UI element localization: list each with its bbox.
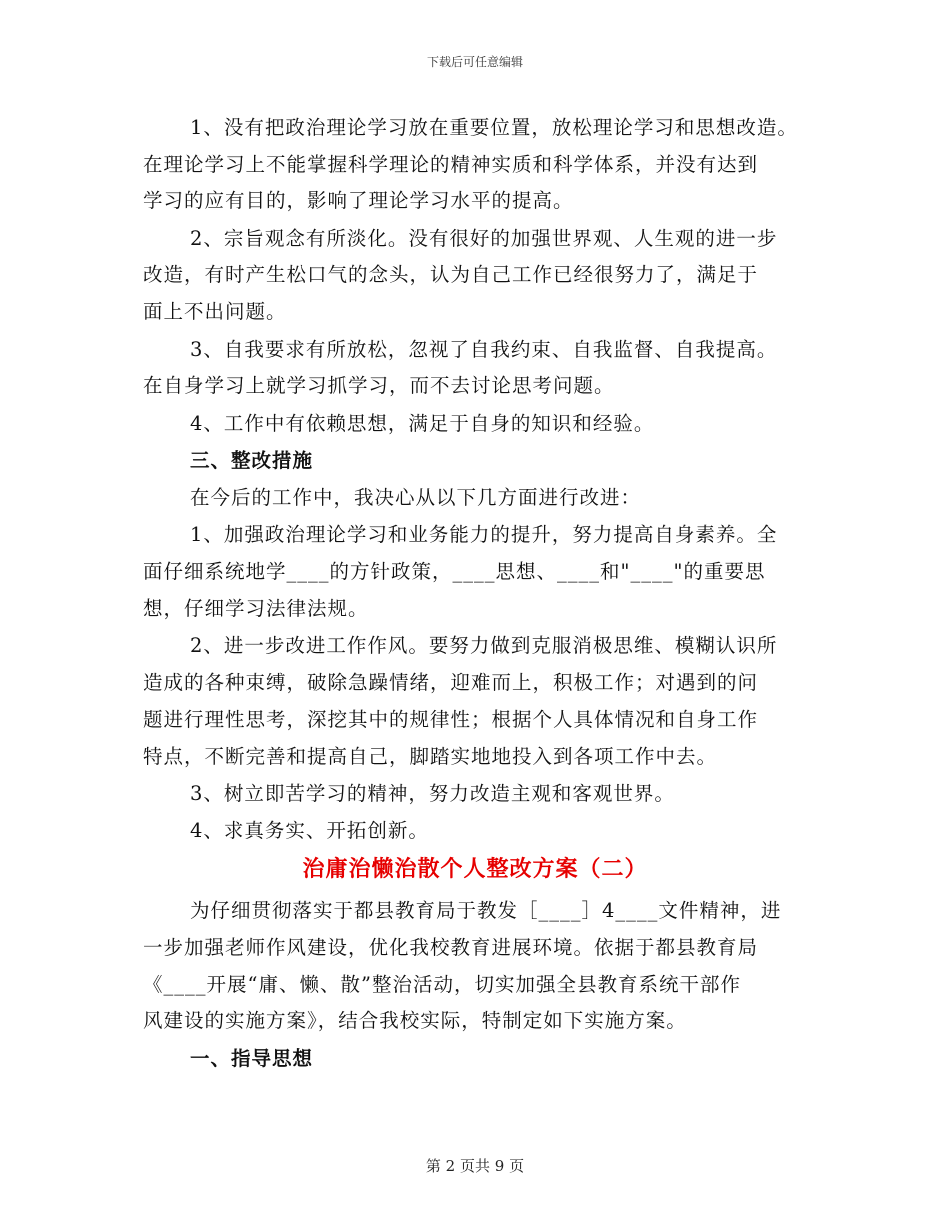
paragraph-line: 想，仔细学习法律法规。	[143, 597, 369, 620]
paragraph-line: 2、宗旨观念有所淡化。没有很好的加强世界观、人生观的进一步	[190, 227, 778, 250]
paragraph-line: 4、求真务实、开拓创新。	[190, 819, 429, 842]
paragraph-line: 改造，有时产生松口气的念头，认为自己工作已经很努力了，满足于	[143, 263, 759, 286]
section-heading: 一、指导思想	[190, 1047, 314, 1070]
paragraph-line: 在自身学习上就学习抓学习，而不去讨论思考问题。	[143, 374, 615, 397]
paragraph-line: 题进行理性思考，深挖其中的规律性；根据个人具体情况和自身工作	[143, 708, 759, 731]
paragraph-line: 2、进一步改进工作作风。要努力做到克服消极思维、模糊认识所	[190, 634, 778, 657]
paragraph-line: 1、没有把政治理论学习放在重要位置，放松理论学习和思想改造。	[190, 116, 798, 139]
paragraph-line: 面上不出问题。	[143, 300, 287, 323]
paragraph-line: 风建设的实施方案》，结合我校实际，特制定如下实施方案。	[143, 1009, 687, 1032]
paragraph-line: 在理论学习上不能掌握科学理论的精神实质和科学体系，并没有达到	[143, 153, 759, 176]
paragraph-line: 面仔细系统地学____的方针政策，____思想、____和"____"的重要思	[143, 560, 766, 583]
page-footer: 第 2 页共 9 页	[425, 1157, 525, 1175]
paragraph-line: 3、树立即苦学习的精神，努力改造主观和客观世界。	[190, 782, 675, 805]
paragraph-line: 一步加强老师作风建设，优化我校教育进展环境。依据于都县教育局	[143, 936, 759, 959]
paragraph-line: 在今后的工作中，我决心从以下几方面进行改进：	[190, 486, 642, 509]
paragraph-line: 1、加强政治理论学习和业务能力的提升，努力提高自身素养。全	[190, 523, 778, 546]
paragraph-line: 4、工作中有依赖思想，满足于自身的知识和经验。	[190, 412, 655, 435]
paragraph-line: 为仔细贯彻落实于都县教育局于教发［____］4____文件精神，进	[190, 899, 782, 922]
paragraph-line: 3、自我要求有所放松，忽视了自我约束、自我监督、自我提高。	[190, 338, 778, 361]
paragraph-line: 学习的应有目的，影响了理论学习水平的提高。	[143, 189, 574, 212]
paragraph-line: 《____开展“庸、懒、散”整治活动，切实加强全县教育系统干部作	[143, 973, 741, 996]
page-header: 下载后可任意编辑	[426, 55, 523, 69]
document-title: 治庸治懒治散个人整改方案（二）	[302, 856, 648, 882]
paragraph-line: 特点，不断完善和提高自己，脚踏实地地投入到各项工作中去。	[143, 745, 718, 768]
paragraph-line: 造成的各种束缚，破除急躁情绪，迎难而上，积极工作；对遇到的问	[143, 671, 759, 694]
section-heading: 三、整改措施	[190, 449, 314, 472]
